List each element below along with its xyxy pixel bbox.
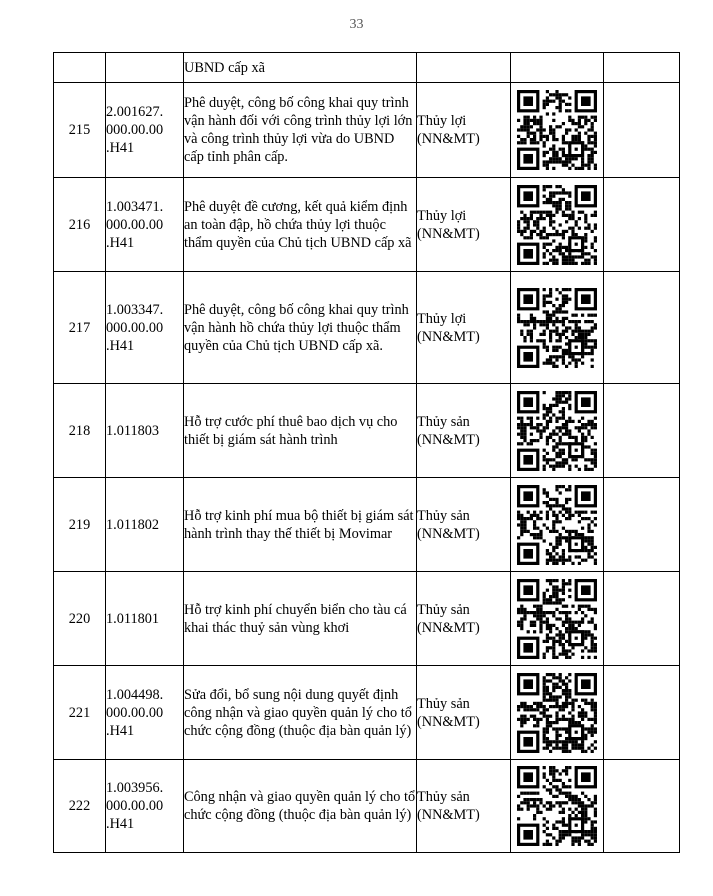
code-cell — [106, 572, 184, 666]
procedure-name: Phê duyệt đề cương, kết quả kiểm định an toàn đập, hồ chứa thủy lợi thuộc thẩm quyền của Chủ tịch UBND cấp xã — [184, 198, 412, 251]
stt-cell: 221 — [54, 666, 106, 760]
table-row — [54, 83, 680, 178]
qr-code-icon[interactable] — [517, 90, 597, 170]
procedure-name-cell — [184, 384, 417, 478]
code-cell — [106, 178, 184, 272]
table-row — [54, 666, 680, 760]
procedure-code: 1.011802 — [106, 516, 160, 533]
procedure-name-cell — [184, 272, 417, 384]
procedure-name: Hỗ trợ kinh phí mua bộ thiết bị giám sát hành trình thay thế thiết bị Movimar — [184, 507, 414, 542]
procedure-name-cell — [184, 178, 417, 272]
note-cell — [604, 478, 680, 572]
field-label: Thủy sản (NN&MT) — [417, 695, 480, 730]
qr-code-icon[interactable] — [517, 673, 597, 753]
note-cell — [604, 760, 680, 853]
procedure-name-cell — [184, 572, 417, 666]
note-cell — [604, 178, 680, 272]
qr-cell — [511, 478, 604, 572]
field-label: Thủy lợi (NN&MT) — [417, 113, 480, 147]
procedure-name: Phê duyệt, công bố công khai quy trình vận hành đối với công trình thủy lợi lớn và công trình thủy lợi vừa do UBND cấp tỉnh phân cấp. — [184, 95, 413, 165]
qr-cell — [511, 384, 604, 478]
qr-code-icon[interactable] — [517, 391, 597, 471]
field-cell — [417, 83, 511, 178]
stt-cell: 215 — [54, 83, 106, 178]
note-cell — [604, 384, 680, 478]
procedure-code: 1.011803 — [106, 422, 160, 439]
code-cell — [106, 384, 184, 478]
qr-cell — [511, 760, 604, 853]
qr-code-icon[interactable] — [517, 766, 597, 846]
qr-code-icon[interactable] — [517, 185, 597, 265]
code-cell — [106, 272, 184, 384]
field-cell — [417, 572, 511, 666]
qr-cell — [511, 666, 604, 760]
procedure-name: Hỗ trợ cước phí thuê bao dịch vụ cho thiết bị giám sát hành trình — [184, 413, 398, 448]
procedure-table — [53, 52, 680, 853]
table-row — [54, 478, 680, 572]
procedure-code: 2.001627. 000.00.00 .H41 — [106, 104, 164, 156]
procedure-name-cell — [184, 53, 417, 83]
qr-code-icon[interactable] — [517, 485, 597, 565]
procedure-name: Sửa đổi, bổ sung nội dung quyết định công nhận và giao quyền quản lý cho tổ chức cộng đồng (thuộc địa bàn quản lý) — [184, 686, 412, 739]
field-cell — [417, 53, 511, 83]
table-row — [54, 384, 680, 478]
stt-cell: 219 — [54, 478, 106, 572]
field-label: Thủy sản (NN&MT) — [417, 601, 480, 636]
table-row — [54, 572, 680, 666]
procedure-name-cell — [184, 83, 417, 178]
table-row — [54, 760, 680, 853]
field-cell — [417, 478, 511, 572]
stt-cell: 220 — [54, 572, 106, 666]
field-cell — [417, 272, 511, 384]
procedure-name: Công nhận và giao quyền quản lý cho tổ chức cộng đồng (thuộc địa bàn quản lý) — [184, 789, 416, 823]
note-cell — [604, 272, 680, 384]
procedure-name: UBND cấp xã — [184, 59, 265, 76]
procedure-name-cell — [184, 478, 417, 572]
field-label: Thủy lợi (NN&MT) — [417, 207, 480, 242]
qr-cell — [511, 178, 604, 272]
procedure-code: 1.011801 — [106, 610, 160, 627]
stt-cell: 218 — [54, 384, 106, 478]
code-cell — [106, 666, 184, 760]
procedure-name-cell — [184, 760, 417, 853]
code-cell — [106, 478, 184, 572]
field-cell — [417, 760, 511, 853]
field-label: Thủy lợi (NN&MT) — [417, 310, 480, 345]
field-cell — [417, 384, 511, 478]
table-row — [54, 272, 680, 384]
field-label: Thủy sản (NN&MT) — [417, 789, 480, 823]
note-cell — [604, 83, 680, 178]
field-label: Thủy sản (NN&MT) — [417, 507, 480, 542]
qr-cell — [511, 272, 604, 384]
qr-cell — [511, 572, 604, 666]
page-number: 33 — [349, 17, 364, 32]
qr-cell — [511, 53, 604, 83]
note-cell — [604, 666, 680, 760]
stt-cell: 222 — [54, 760, 106, 853]
stt-cell: 217 — [54, 272, 106, 384]
procedure-code: 1.004498. 000.00.00 .H41 — [106, 686, 164, 739]
field-label: Thủy sản (NN&MT) — [417, 413, 480, 448]
field-cell — [417, 178, 511, 272]
table-row — [54, 178, 680, 272]
procedure-name-cell — [184, 666, 417, 760]
qr-cell — [511, 83, 604, 178]
code-cell — [106, 53, 184, 83]
stt-cell — [54, 53, 106, 83]
note-cell — [604, 53, 680, 83]
field-cell — [417, 666, 511, 760]
procedure-name: Phê duyệt, công bố công khai quy trình vận hành hồ chứa thủy lợi thuộc thẩm quyền của Chủ tịch UBND cấp xã. — [184, 301, 409, 354]
note-cell — [604, 572, 680, 666]
procedure-name: Hỗ trợ kinh phí chuyển biển cho tàu cá khai thác thuỷ sản vùng khơi — [184, 601, 407, 636]
procedure-code: 1.003471. 000.00.00 .H41 — [106, 198, 164, 251]
procedure-code: 1.003347. 000.00.00 .H41 — [106, 301, 164, 354]
code-cell — [106, 760, 184, 853]
code-cell — [106, 83, 184, 178]
qr-code-icon[interactable] — [517, 288, 597, 368]
qr-code-icon[interactable] — [517, 579, 597, 659]
table-row-continued — [54, 53, 680, 83]
procedure-code: 1.003956. 000.00.00 .H41 — [106, 780, 164, 832]
stt-cell: 216 — [54, 178, 106, 272]
